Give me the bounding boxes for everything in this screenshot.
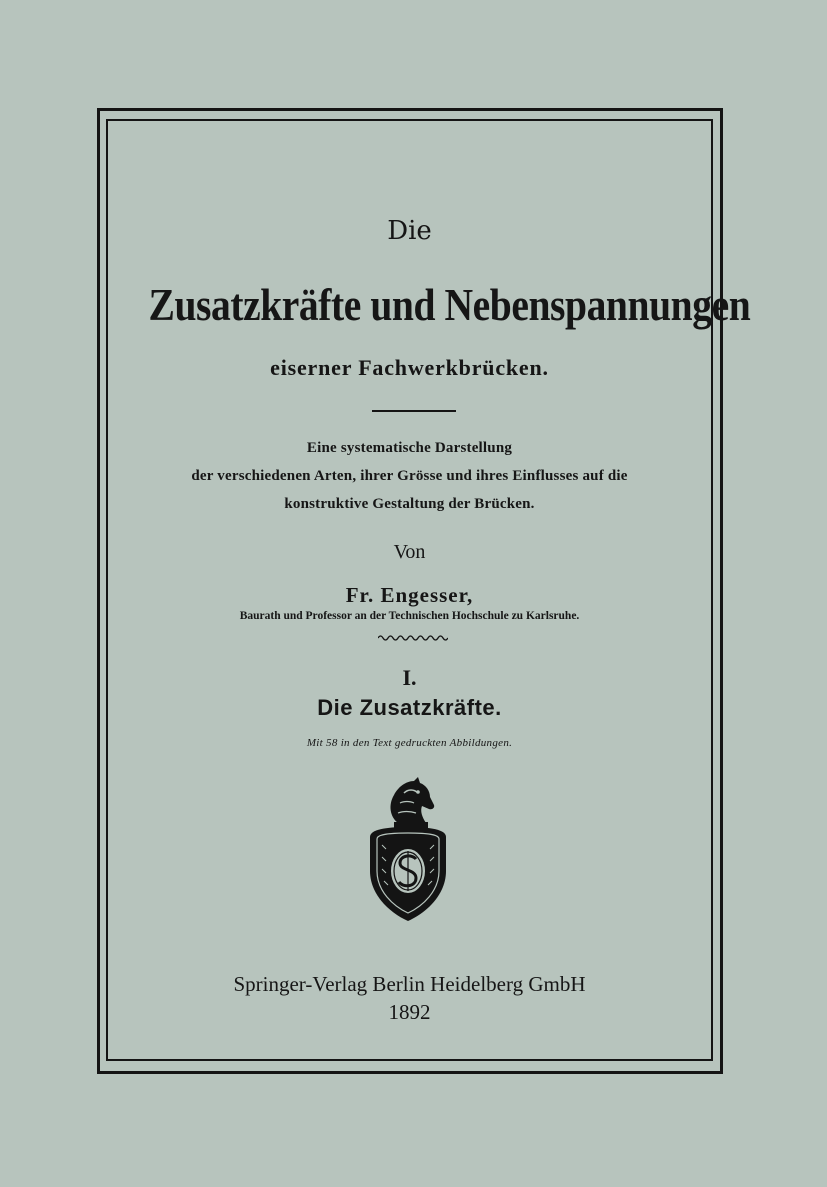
publisher-name: Springer-Verlag Berlin Heidelberg GmbH [233, 972, 586, 996]
author-role: Baurath und Professor an der Technischen Hochschule zu Karlsruhe. [239, 610, 580, 622]
illustrations-note: Mit 58 in den Text gedruckten Abbildungen. [306, 737, 513, 749]
title-pre: Die [387, 216, 432, 246]
author-by: Von [393, 541, 426, 563]
description-line-3: konstruktive Gestaltung der Brücken. [284, 496, 535, 512]
wavy-divider-icon [378, 634, 448, 642]
title-divider [372, 410, 456, 412]
author-name: Fr. Engesser, [345, 583, 474, 607]
description-line-2: der verschiedenen Arten, ihrer Grösse und ihres Einflusses auf die [191, 468, 628, 484]
book-title: Zusatzkräfte und Nebenspannungen [148, 279, 751, 330]
volume-number: I. [402, 665, 417, 690]
springer-knight-logo-icon [360, 775, 456, 925]
book-subtitle: eiserner Fachwerkbrücken. [270, 355, 549, 380]
publication-year: 1892 [388, 1000, 431, 1024]
volume-title: Die Zusatzkräfte. [317, 695, 502, 720]
description-line-1: Eine systematische Darstellung [306, 440, 513, 456]
